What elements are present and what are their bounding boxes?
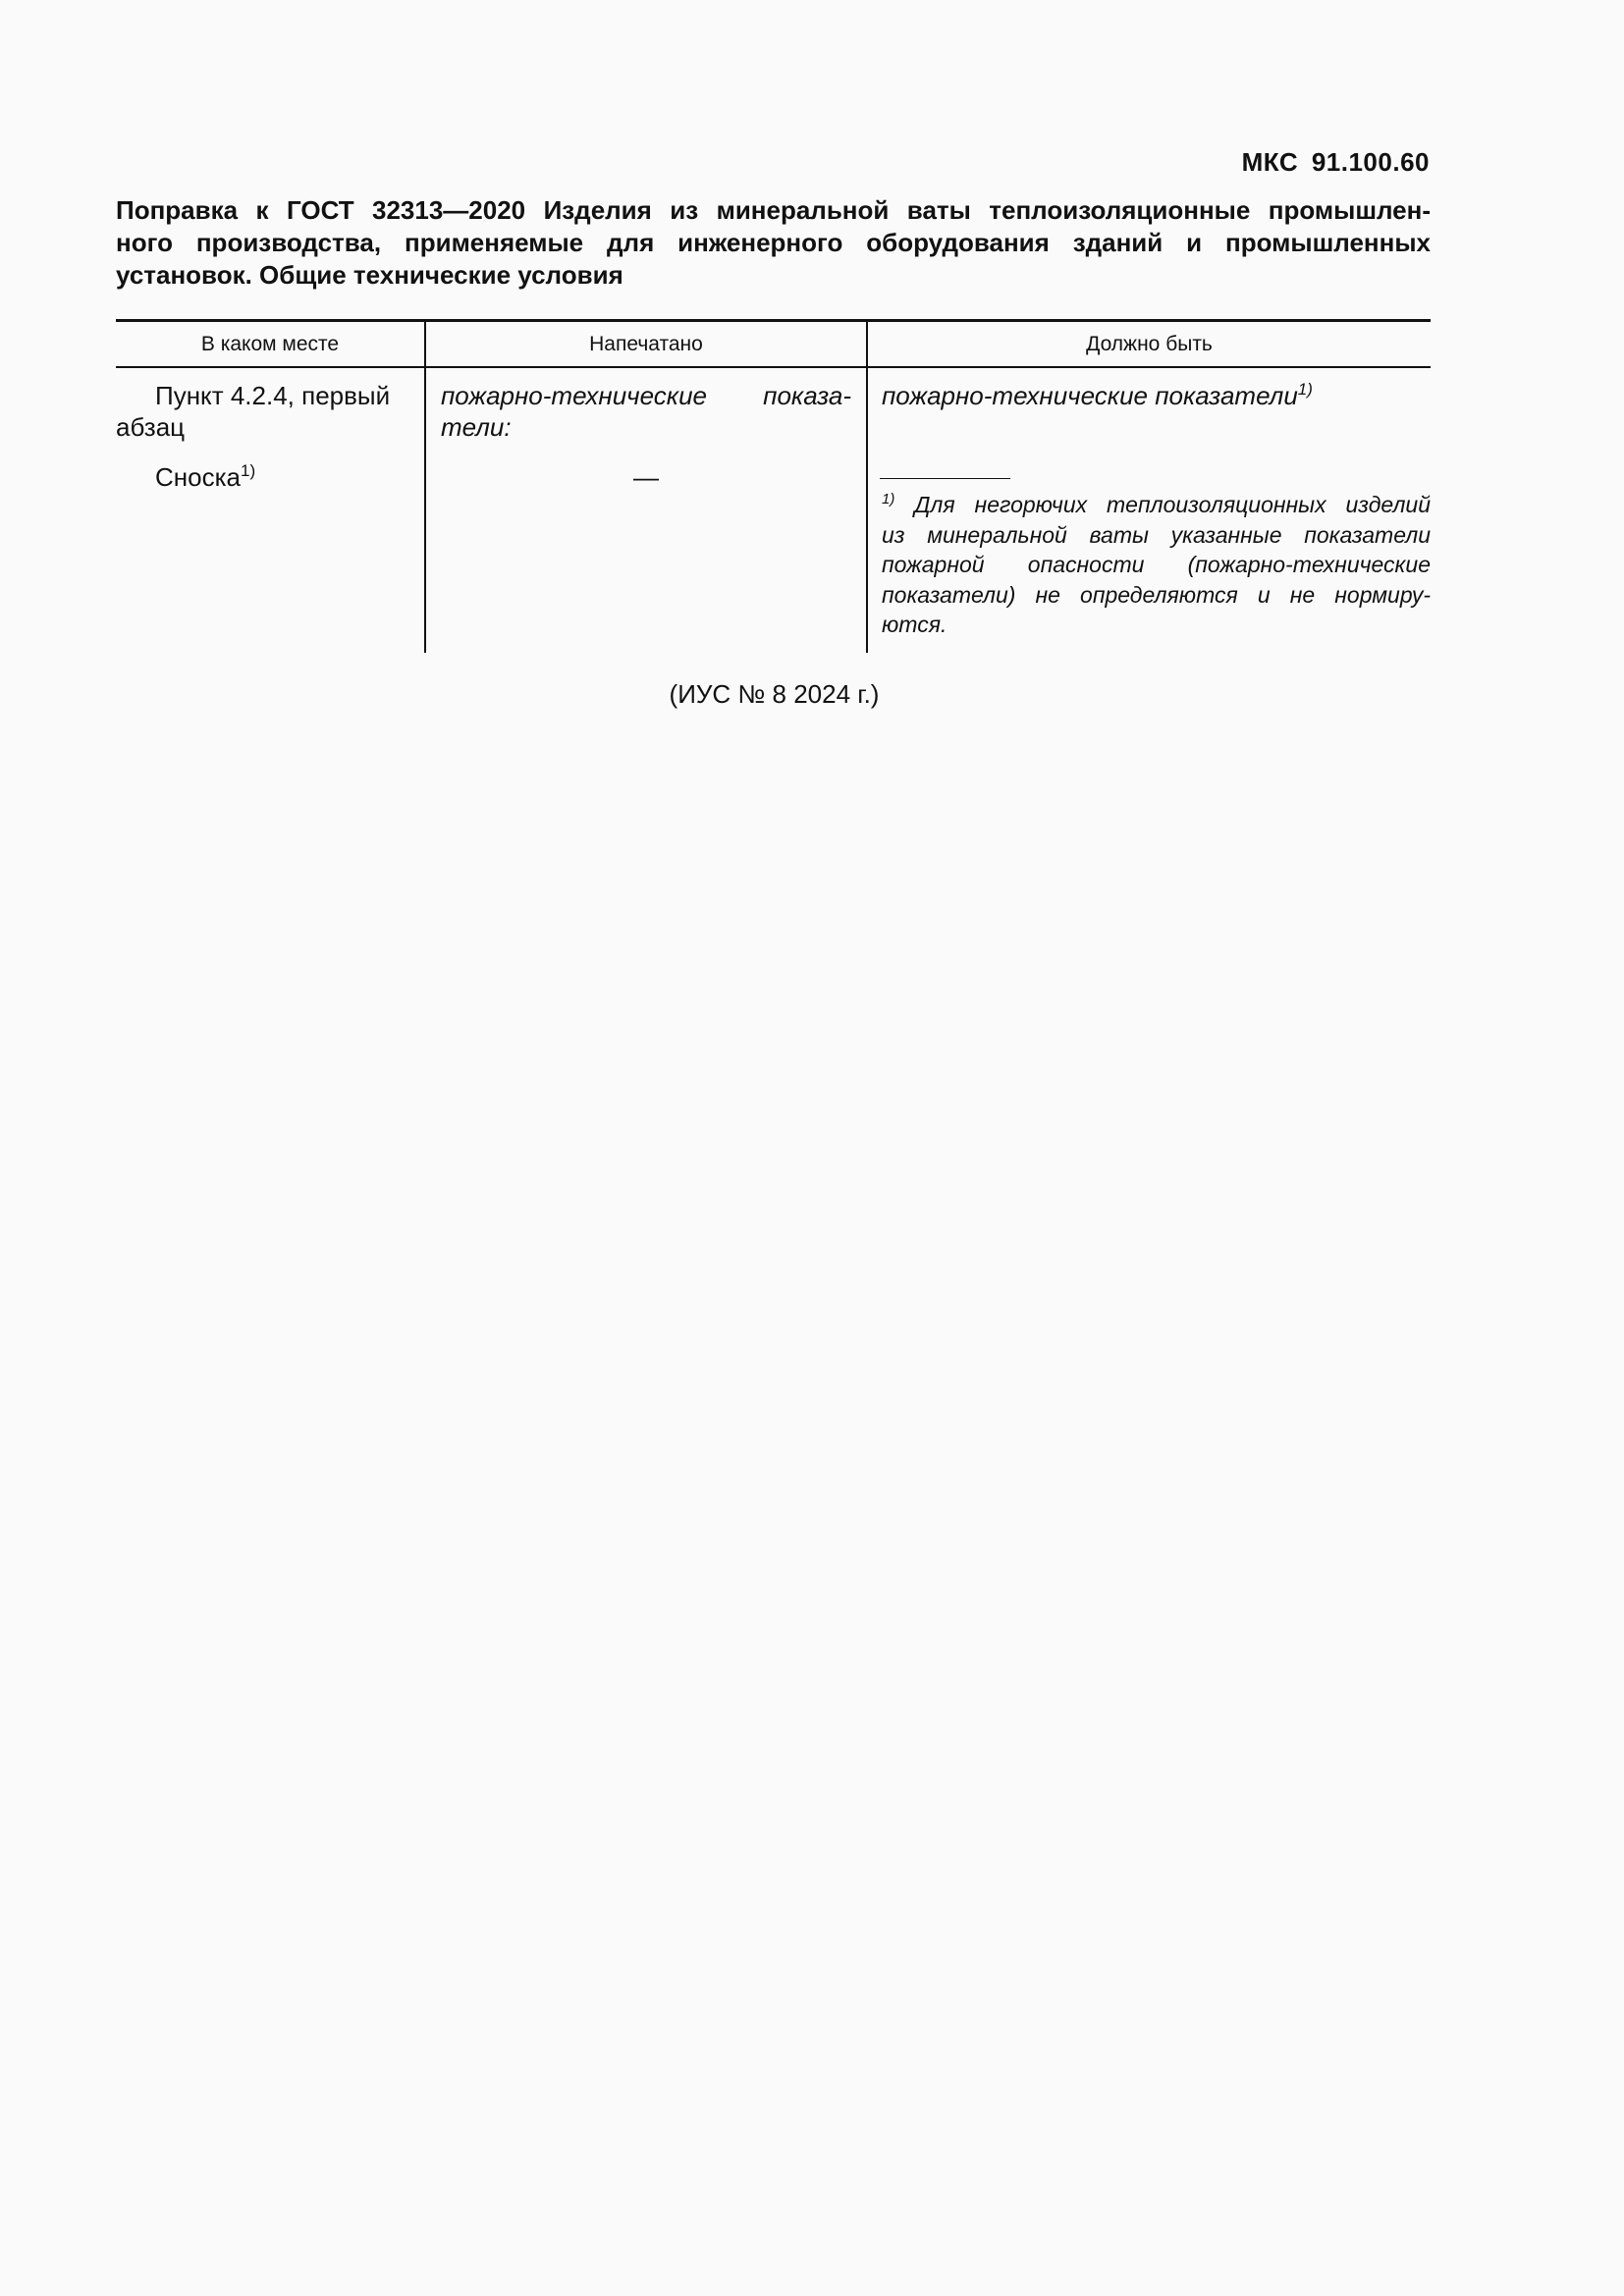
row2-place-text: Сноска — [155, 462, 242, 492]
mks-code: МКС 91.100.60 — [1241, 147, 1430, 177]
ius-issue-reference: (ИУС № 8 2024 г.) — [669, 679, 880, 709]
footnote-line-5: ются. — [882, 612, 947, 637]
footnote-text — [882, 490, 1431, 640]
footnote-line-2: из минеральной ваты указанные показатели — [882, 521, 1431, 548]
table-top-rule — [116, 319, 1431, 322]
footnote-rule — [880, 478, 1010, 479]
row1-place-line1: Пункт 4.2.4, первый — [155, 381, 391, 410]
amendment-title — [116, 194, 1431, 292]
table-header-rule — [116, 366, 1431, 368]
column-header-place: В каком месте — [200, 333, 340, 355]
title-line-2: ного производства, применяемые для инженерного оборудования зданий и промышленных — [116, 228, 1431, 257]
footnote-marker: 1) — [882, 491, 895, 507]
row1-correct-footnote-ref: 1) — [1297, 380, 1313, 399]
row1-printed-line2: тели: — [441, 412, 512, 442]
row1-printed — [441, 380, 851, 443]
row1-correct-text: пожарно-технические показатели — [882, 381, 1298, 410]
title-line-1: Поправка к ГОСТ 32313—2020 Изделия из минеральной ваты теплоизоляционные промышлен- — [116, 195, 1431, 225]
row2-place — [155, 461, 255, 493]
column-header-printed: Напечатано — [589, 333, 703, 355]
amendment-table — [116, 319, 1431, 653]
row1-place-line2: абзац — [116, 412, 186, 442]
row1-correct — [882, 380, 1313, 411]
row2-place-sup: 1) — [241, 461, 256, 480]
column-header-correct: Должно быть — [1086, 333, 1213, 355]
footnote-line-3: пожарной опасности (пожарно-технические — [882, 552, 1431, 577]
footnote-line-4: показатели) не определяются и не нормиру- — [882, 581, 1431, 608]
footnote-line-1: Для негорючих теплоизоляционных изделий — [914, 492, 1431, 517]
column-divider-2 — [866, 319, 868, 653]
row1-printed-line1: пожарно-технические показа- — [441, 381, 851, 410]
row2-printed: — — [633, 462, 659, 492]
title-line-3: установок. Общие технические условия — [116, 260, 623, 290]
